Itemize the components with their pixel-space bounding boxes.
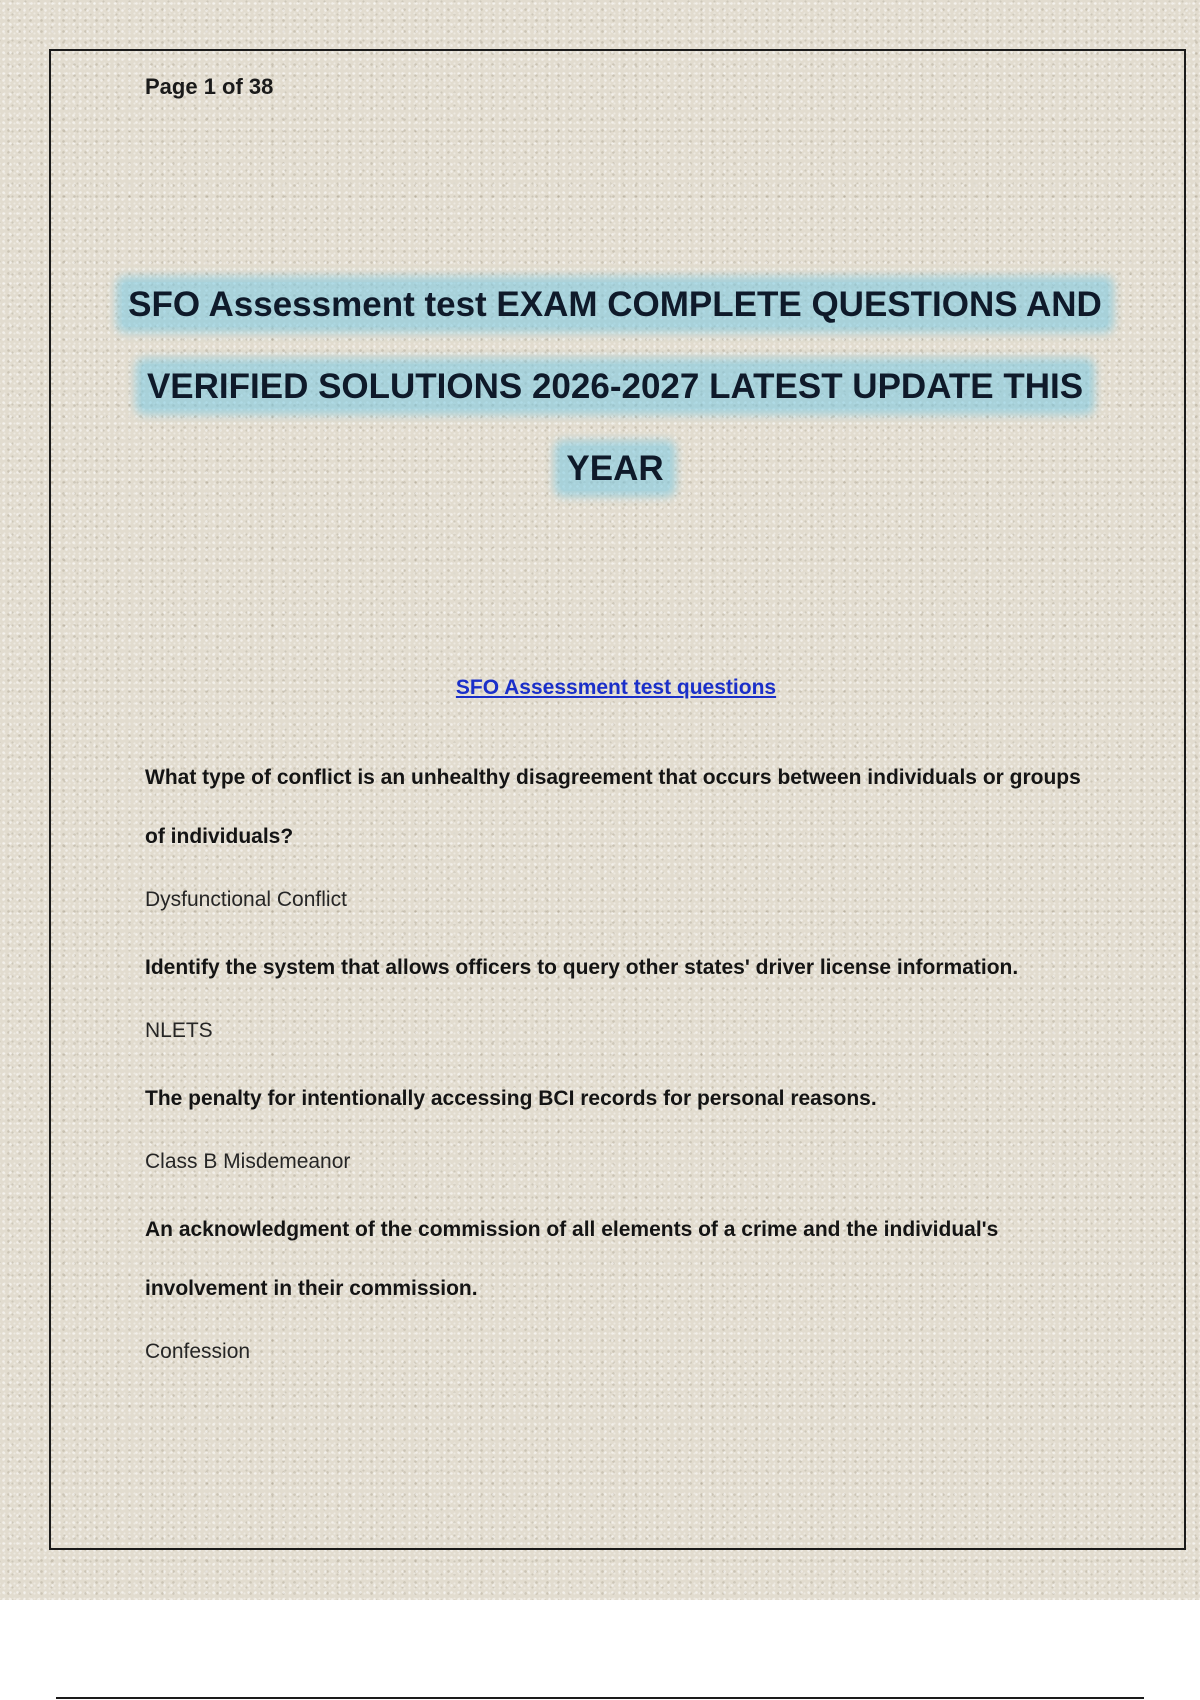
title-line-2: VERIFIED SOLUTIONS 2026-2027 LATEST UPDATE THIS bbox=[141, 364, 1089, 409]
qa-item bbox=[145, 1069, 1105, 1174]
question-text: The penalty for intentionally accessing BCI records for personal reasons. bbox=[145, 1087, 877, 1110]
answer-text: Confession bbox=[145, 1340, 251, 1363]
answer-text: Class B Misdemeanor bbox=[145, 1150, 351, 1173]
questions-link[interactable]: SFO Assessment test questions bbox=[455, 676, 777, 699]
qa-list bbox=[145, 748, 1105, 1390]
question-text: Identify the system that allows officers to query other states' driver license information. bbox=[145, 956, 1019, 979]
qa-item bbox=[145, 938, 1105, 1043]
page-number: Page 1 of 38 bbox=[145, 74, 274, 99]
qa-item bbox=[145, 748, 1105, 912]
question-text: An acknowledgment of the commission of all elements of a crime and the individual's involvement in their commission. bbox=[145, 1218, 999, 1300]
footer-divider bbox=[56, 1697, 1144, 1699]
answer-text: NLETS bbox=[145, 1019, 213, 1042]
title-line-1: SFO Assessment test EXAM COMPLETE QUESTIONS AND bbox=[122, 282, 1108, 327]
question-text: What type of conflict is an unhealthy disagreement that occurs between individuals or groups of individuals? bbox=[145, 766, 1081, 848]
answer-text: Dysfunctional Conflict bbox=[145, 888, 347, 911]
qa-item bbox=[145, 1200, 1105, 1364]
document-title bbox=[120, 282, 1110, 528]
title-line-3: YEAR bbox=[560, 446, 669, 491]
